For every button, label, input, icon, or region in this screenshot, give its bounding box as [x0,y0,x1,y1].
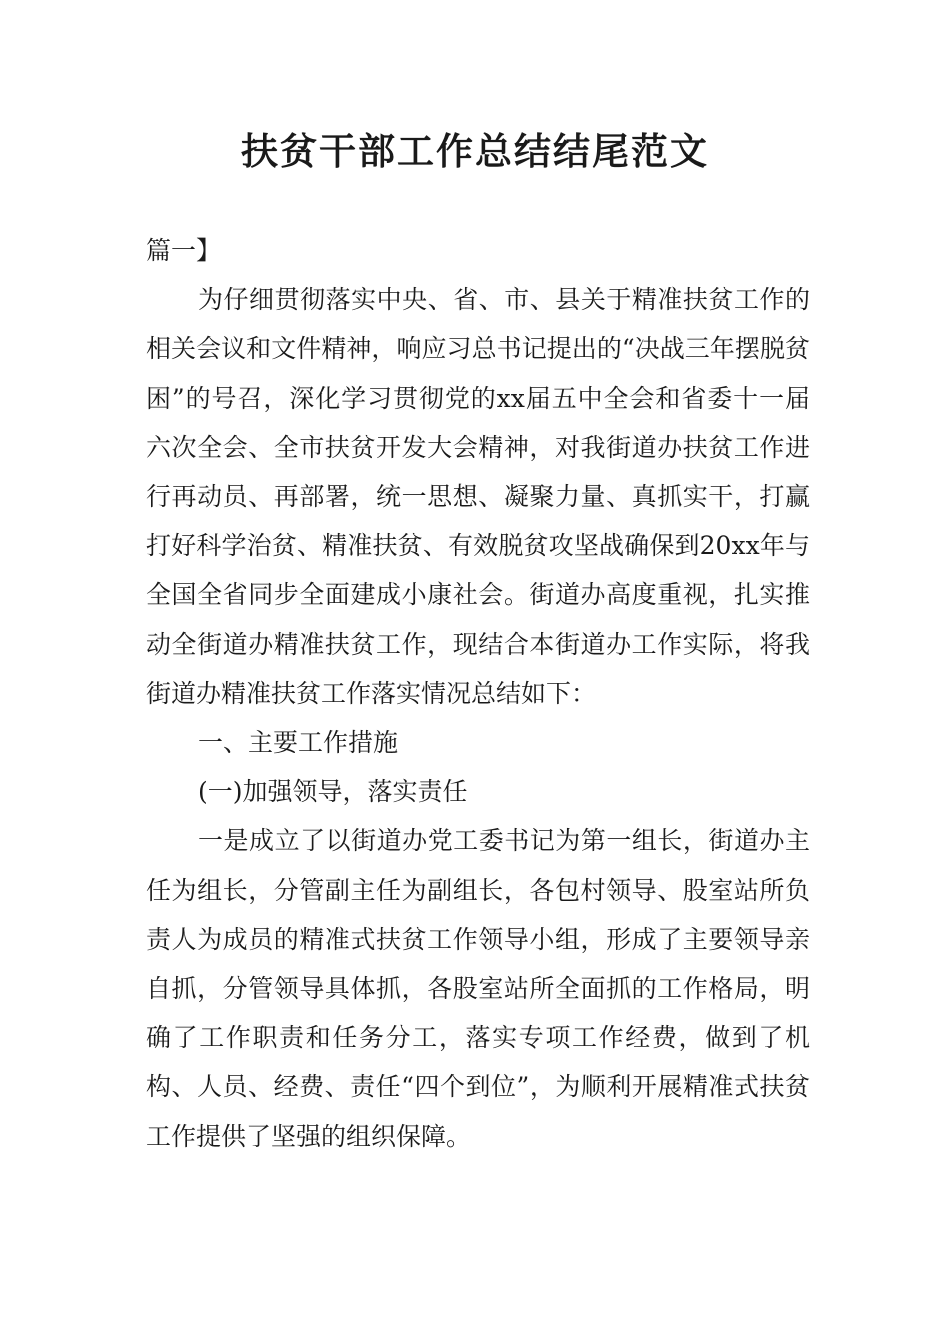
intro-paragraph: 为仔细贯彻落实中央、省、市、县关于精准扶贫工作的相关会议和文件精神，响应习总书记提出的“决战三年摆脱贫困”的号召，深化学习贯彻党的xx届五中全会和省委十一届六次全会、全市扶贫开发大会精神，对我街道办扶贫工作进行再动员、再部署，统一思想、凝聚力量、真抓实干，打赢打好科学治贫、精准扶贫、有效脱贫攻坚战确保到20xx年与全国全省同步全面建成小康社会。街道办高度重视，扎实推动全街道办精准扶贫工作，现结合本街道办工作实际，将我街道办精准扶贫工作落实情况总结如下： [146,285,810,708]
document-body [146,226,810,1161]
section-heading: 一、主要工作措施 [198,728,399,758]
subsection-heading: (一)加强领导，落实责任 [198,777,468,807]
body-paragraph: 一是成立了以街道办党工委书记为第一组长，街道办主任为组长，分管副主任为副组长，各包村领导、股室站所负责人为成员的精准式扶贫工作领导小组，形成了主要领导亲自抓，分管领导具体抓，各股室站所全面抓的工作格局，明确了工作职责和任务分工，落实专项工作经费，做到了机构、人员、经费、责任“四个到位”，为顺利开展精准式扶贫工作提供了坚强的组织保障。 [146,826,810,1151]
section-label: 篇一】 [146,236,222,265]
document-title: 扶贫干部工作总结结尾范文 [241,130,709,173]
